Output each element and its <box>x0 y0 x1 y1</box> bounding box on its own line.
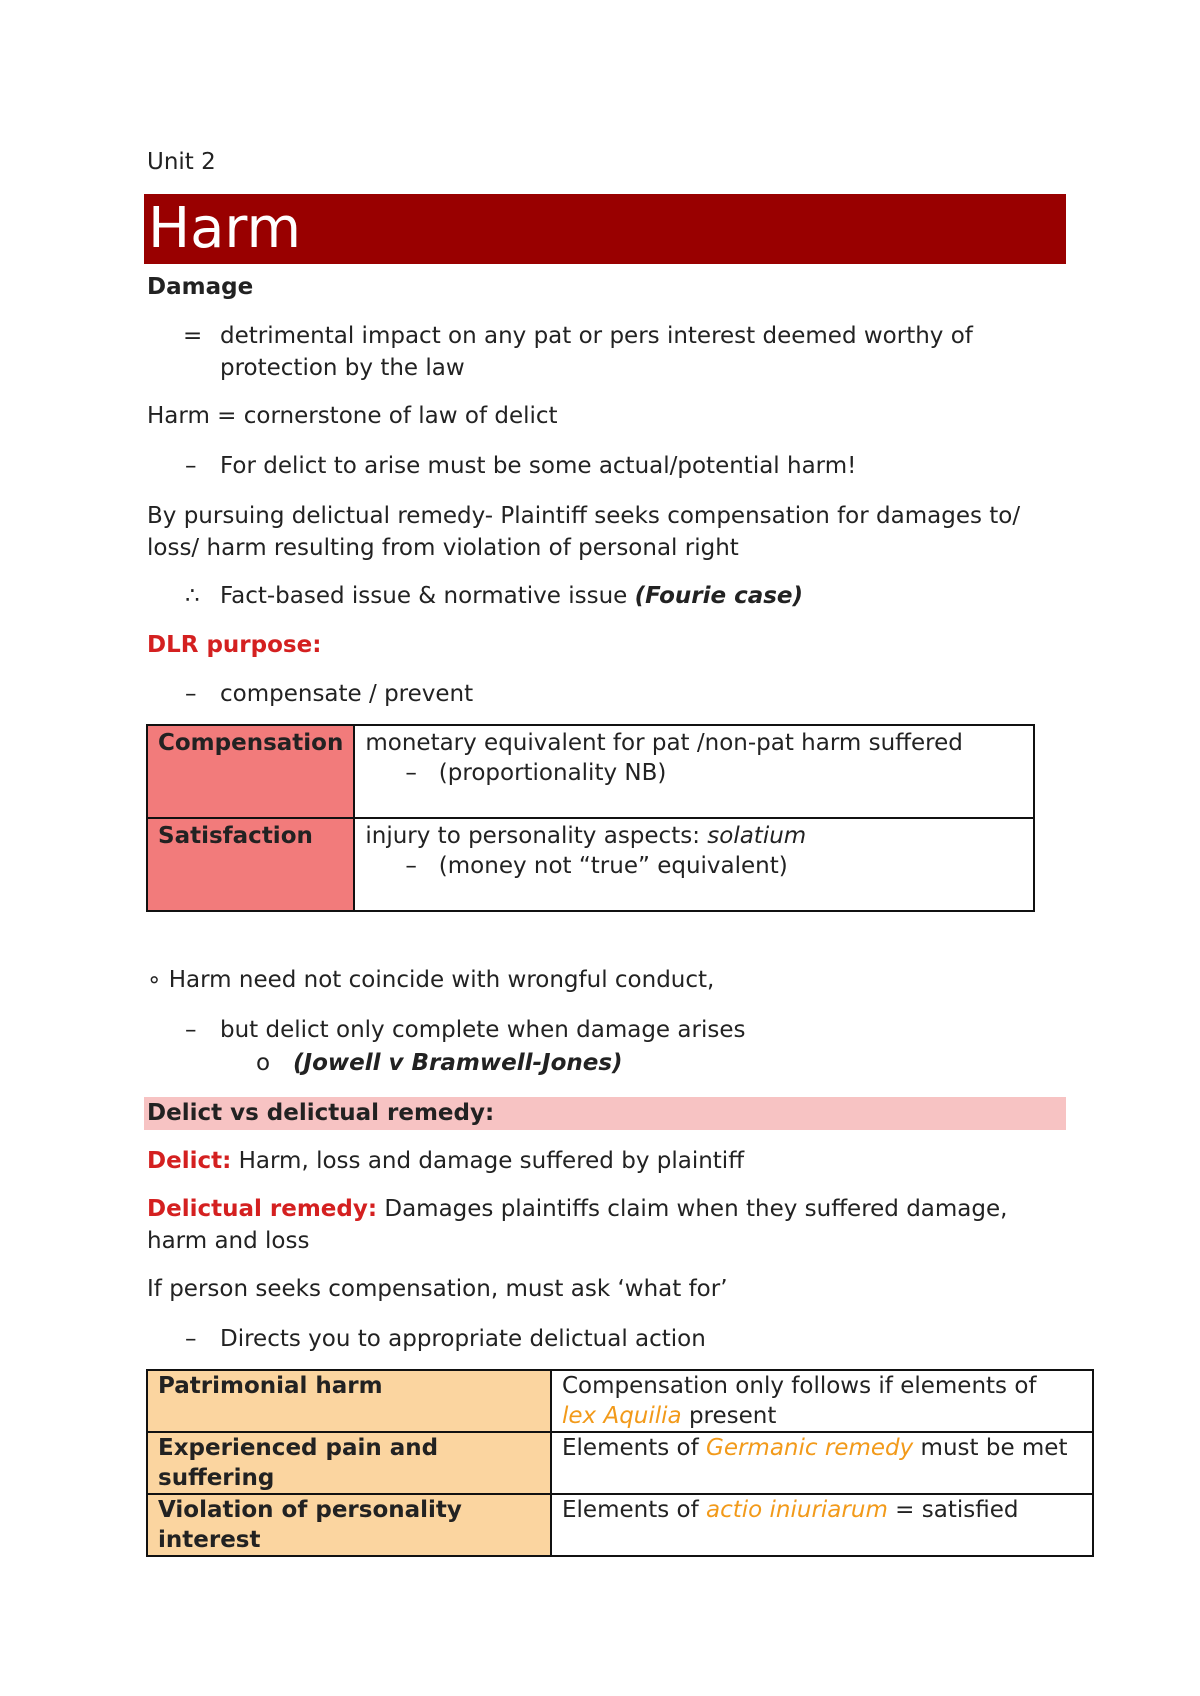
delict-line <box>147 1145 744 1177</box>
remedy-label: Delictual remedy: <box>147 1196 378 1222</box>
table-value-satisfaction <box>354 818 1034 911</box>
delict-text: Harm, loss and damage suffered by plaintiff <box>231 1148 745 1174</box>
coincide-line: ∘ Harm need not coincide with wrongful conduct, <box>147 967 715 993</box>
therefore-text: Fact-based issue & normative issue <box>220 583 635 609</box>
sub-text: (money not “true” equivalent) <box>438 853 788 879</box>
damage-heading: Damage <box>147 274 254 300</box>
therefore-line <box>220 580 803 612</box>
sub-dash: – <box>405 760 417 786</box>
seek-line: If person seeks compensation, must ask ‘what for’ <box>147 1276 728 1302</box>
patrimonial-em-line <box>562 1401 1082 1431</box>
sub-text: (proportionality NB) <box>438 760 667 786</box>
personality-post: = satisfied <box>887 1497 1019 1523</box>
table-row <box>147 725 1034 818</box>
compensation-text: monetary equivalent for pat /non-pat harm suffered <box>365 730 963 756</box>
table-row <box>147 818 1034 911</box>
dlr-heading: DLR purpose: <box>147 632 322 658</box>
jowell-case: (Jowell v Bramwell-Jones) <box>293 1050 623 1076</box>
patrimonial-pre: Compensation only follows if elements of <box>562 1373 1037 1399</box>
table-value-compensation <box>354 725 1034 818</box>
table-key-patrimonial: Patrimonial harm <box>147 1370 551 1432</box>
table-value-patrimonial <box>551 1370 1093 1432</box>
dlr-bullet: compensate / prevent <box>220 681 474 707</box>
coincide-bullet-symbol: – <box>185 1017 197 1043</box>
table-row <box>147 1432 1093 1494</box>
table-value-personality <box>551 1494 1093 1556</box>
harm-statement: Harm = cornerstone of law of delict <box>147 403 558 429</box>
coincide-sub-symbol: o <box>256 1050 271 1076</box>
table-value-pain <box>551 1432 1093 1494</box>
satisfaction-prefix: injury to personality aspects: <box>365 823 708 849</box>
remedy-text1: Damages plaintiffs claim when they suffered damage, <box>377 1196 1008 1222</box>
harm-bullet-symbol: – <box>185 453 197 479</box>
compensation-sub <box>365 758 1023 788</box>
lex-aquilia-term: lex Aquilia <box>562 1403 682 1429</box>
purpose-table <box>146 724 1035 912</box>
patrimonial-post: present <box>681 1403 777 1429</box>
directs-bullet-symbol: – <box>185 1326 197 1352</box>
therefore-symbol: ∴ <box>185 583 200 609</box>
remedy-line1 <box>147 1193 1007 1225</box>
fourie-case: (Fourie case) <box>634 583 804 609</box>
dlr-bullet-symbol: – <box>185 681 197 707</box>
satisfaction-text <box>365 821 1023 851</box>
germanic-remedy-term: Germanic remedy <box>706 1435 914 1461</box>
actio-iniuriarum-term: actio iniuriarum <box>706 1497 888 1523</box>
unit-label: Unit 2 <box>147 149 216 175</box>
remedy-line2: harm and loss <box>147 1228 310 1254</box>
solatium-term: solatium <box>707 823 807 849</box>
satisfaction-sub <box>365 851 1023 881</box>
damage-def-line1: detrimental impact on any pat or pers interest deemed worthy of <box>220 323 973 349</box>
table-row <box>147 1494 1093 1556</box>
delict-label: Delict: <box>147 1148 232 1174</box>
delict-vs-heading: Delict vs delictual remedy: <box>147 1100 495 1126</box>
coincide-bullet: but delict only complete when damage arises <box>220 1017 746 1043</box>
harm-bullet: For delict to arise must be some actual/potential harm! <box>220 453 857 479</box>
table-key-pain: Experienced pain and suffering <box>147 1432 551 1494</box>
table-row <box>147 1370 1093 1432</box>
table-key-personality: Violation of personality interest <box>147 1494 551 1556</box>
personality-pre: Elements of <box>562 1497 706 1523</box>
damage-def-symbol: = <box>183 323 203 349</box>
directs-bullet: Directs you to appropriate delictual action <box>220 1326 706 1352</box>
sub-dash: – <box>405 853 417 879</box>
pain-pre: Elements of <box>562 1435 706 1461</box>
damage-def-line2: protection by the law <box>220 355 465 381</box>
page-title: Harm <box>144 194 1066 264</box>
pursuing-line1: By pursuing delictual remedy- Plaintiff seeks compensation for damages to/ <box>147 503 1021 529</box>
action-table <box>146 1369 1094 1557</box>
table-key-satisfaction: Satisfaction <box>147 818 354 911</box>
table-key-compensation: Compensation <box>147 725 354 818</box>
pain-post: must be met <box>913 1435 1068 1461</box>
pursuing-line2: loss/ harm resulting from violation of personal right <box>147 535 739 561</box>
